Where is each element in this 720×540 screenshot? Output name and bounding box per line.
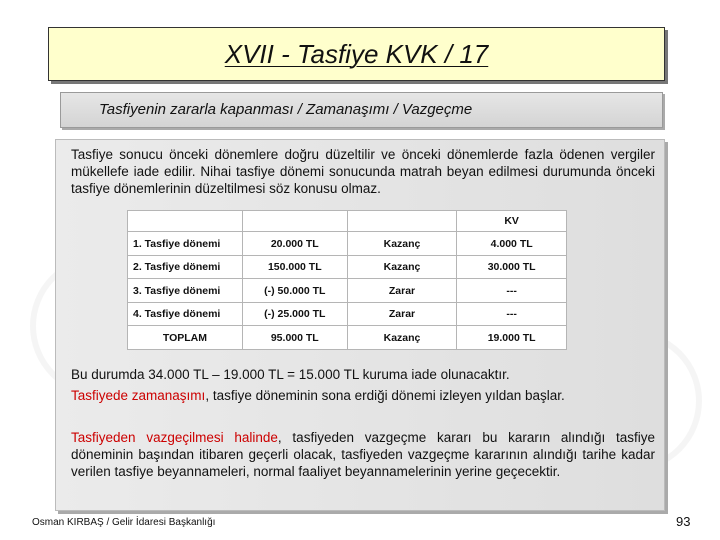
row-kv: 19.000 TL xyxy=(457,326,567,350)
row-amount: 95.000 TL xyxy=(242,326,347,350)
highlight-limitation: Tasfiyede zamanaşımı xyxy=(71,388,206,403)
table-total-row xyxy=(128,326,567,350)
row-amount: 20.000 TL xyxy=(242,232,347,256)
paragraph-refund: Bu durumda 34.000 TL – 19.000 TL = 15.000 TL kuruma iade olunacaktır. xyxy=(71,367,510,382)
page-number: 93 xyxy=(676,514,691,529)
header-kv: KV xyxy=(457,211,567,232)
row-kv: --- xyxy=(457,279,567,303)
row-label: 3. Tasfiye dönemi xyxy=(128,279,243,303)
header-cell-empty xyxy=(242,211,347,232)
paragraph-limitation xyxy=(71,387,655,404)
highlight-waiver: Tasfiyeden vazgeçilmesi halinde xyxy=(71,430,278,445)
paragraph-correction: Tasfiye sonucu önceki dönemlere doğru düzeltilir ve önceki dönemlerde fazla ödenen vergiler mükellefe iade edilir. Nihai tasfiye dönemi sonucunda matrah beyan edilmesi durumunda önceki tasfiye dönemlerinin düzeltilmesi söz konusu olmaz. xyxy=(71,147,655,196)
paragraph-waiver xyxy=(71,429,655,480)
title-box xyxy=(48,27,665,81)
table-row xyxy=(128,255,567,279)
row-amount: (-) 50.000 TL xyxy=(242,279,347,303)
table-row xyxy=(128,302,567,326)
row-status: Kazanç xyxy=(347,255,457,279)
table-header-row xyxy=(128,211,567,232)
text-limitation: , tasfiye döneminin sona erdiği dönemi izleyen yıldan başlar. xyxy=(205,388,565,403)
row-amount: 150.000 TL xyxy=(242,255,347,279)
kv-table xyxy=(127,210,567,350)
subtitle-box xyxy=(60,92,663,128)
row-status: Kazanç xyxy=(347,326,457,350)
row-kv: --- xyxy=(457,302,567,326)
row-label: TOPLAM xyxy=(128,326,243,350)
row-kv: 4.000 TL xyxy=(457,232,567,256)
table-row xyxy=(128,279,567,303)
header-cell-empty xyxy=(347,211,457,232)
slide-subtitle: Tasfiyenin zararla kapanması / Zamanaşımı / Vazgeçme xyxy=(99,101,473,118)
header-cell-empty xyxy=(128,211,243,232)
footer-author: Osman KIRBAŞ / Gelir İdaresi Başkanlığı xyxy=(32,517,216,528)
slide-title: XVII - Tasfiye KVK / 17 xyxy=(224,38,489,69)
row-amount: (-) 25.000 TL xyxy=(242,302,347,326)
row-kv: 30.000 TL xyxy=(457,255,567,279)
row-label: 4. Tasfiye dönemi xyxy=(128,302,243,326)
row-status: Zarar xyxy=(347,302,457,326)
row-label: 1. Tasfiye dönemi xyxy=(128,232,243,256)
row-status: Kazanç xyxy=(347,232,457,256)
text-waiver: , tasfiyeden vazgeçme kararı bu kararın alındığı tasfiye döneminin başından itibaren geçerli olacak, tasfiyeden vazgeçme kararının alındığı tarihe kadar verilen tasfiye beyannameleri, normal faaliyet beyannamelerinin yerine geçecektir. xyxy=(71,430,655,479)
row-status: Zarar xyxy=(347,279,457,303)
row-label: 2. Tasfiye dönemi xyxy=(128,255,243,279)
table-row xyxy=(128,232,567,256)
